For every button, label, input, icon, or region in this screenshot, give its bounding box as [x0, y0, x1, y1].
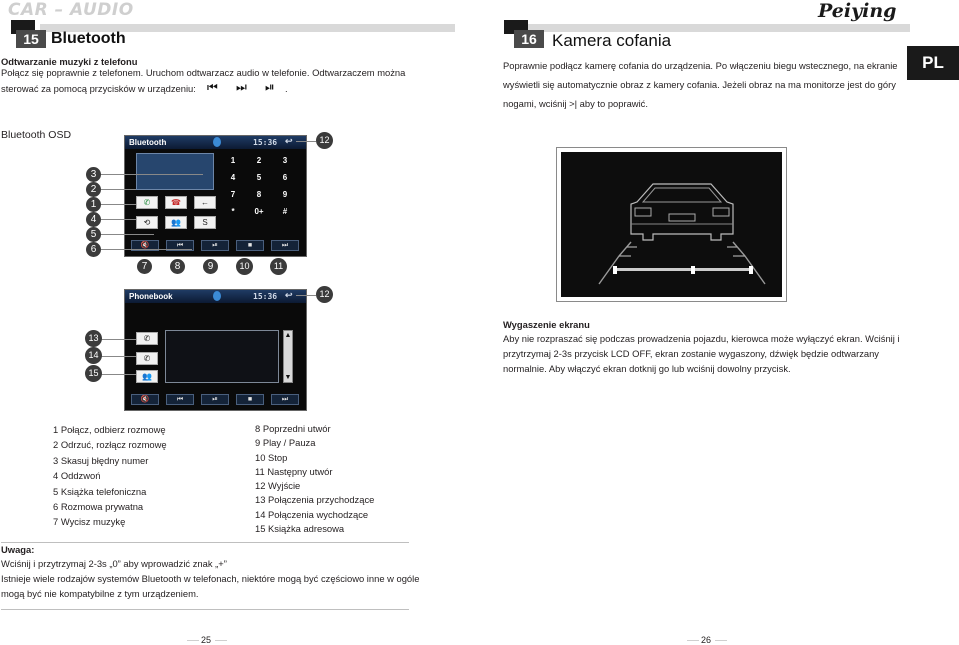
page-number-left: 25 [201, 635, 212, 645]
pb-stop-button[interactable]: ■ [236, 394, 264, 405]
pb-next-button[interactable]: ⏭ [271, 394, 299, 405]
key-3[interactable]: 3 [282, 156, 288, 165]
callout-11: 11 [270, 258, 287, 275]
music-period: . [285, 83, 288, 94]
rear-camera-image [561, 152, 782, 297]
phonebook-screen [124, 289, 307, 411]
legend-item-4: 4 Oddzwoń [53, 470, 101, 482]
note-title: Uwaga: [1, 544, 35, 555]
key-7[interactable]: 7 [230, 190, 236, 199]
music-subhead: Odtwarzanie muzyki z telefonu [1, 56, 138, 67]
hangup-button[interactable]: ☎ [165, 196, 187, 209]
scroll-down-icon[interactable]: ▼ [284, 374, 292, 381]
osd-label: Bluetooth OSD [1, 129, 72, 141]
bluetooth-indicator-icon [213, 137, 221, 147]
leader-line-15 [99, 374, 136, 375]
page-left-rule-b [215, 640, 227, 641]
key-9[interactable]: 9 [282, 190, 288, 199]
mute-button[interactable]: 🔇 [131, 240, 159, 251]
key-6[interactable]: 6 [282, 173, 288, 182]
callout-14: 14 [85, 347, 102, 364]
leader-line-6 [99, 249, 192, 250]
callout-6: 6 [86, 242, 101, 257]
phonebook-exit-icon[interactable]: ↩ [285, 290, 293, 300]
car-rear-view-illustration [561, 152, 782, 297]
section-15-number: 15 [16, 30, 46, 48]
legend-item-2: 2 Odrzuć, rozłącz rozmowę [53, 439, 167, 451]
key-8[interactable]: 8 [256, 190, 262, 199]
note-line-3: mogą być nie kompatybilne z tym urządzeniem. [1, 588, 199, 599]
callout-13: 13 [85, 330, 102, 347]
music-line-2: sterować za pomocą przycisków w urządzeniu: [1, 83, 196, 94]
next-track-icon: ⏭ [236, 80, 247, 94]
note-divider-bottom [1, 609, 409, 610]
leader-line-3 [99, 174, 203, 175]
legend-item-10: 10 Stop [255, 451, 288, 463]
legend-item-3: 3 Skasuj błędny numer [53, 454, 149, 466]
key-4[interactable]: 4 [230, 173, 236, 182]
camera-line-2: wyświetli się automatycznie obraz z kamery cofania. Jeżeli obraz na ma monitorze jest do góry [503, 79, 896, 90]
phonebook-screen-time: 15:36 [253, 292, 278, 301]
outgoing-calls-button[interactable]: ✆ [136, 352, 158, 365]
phonebook-list [165, 330, 279, 383]
prev-button[interactable]: ⏮ [166, 240, 194, 251]
play-pause-button[interactable]: ⏯ [201, 240, 229, 251]
scroll-up-icon[interactable]: ▲ [284, 332, 292, 339]
next-button[interactable]: ⏭ [271, 240, 299, 251]
legend-item-9: 9 Play / Pauza [255, 437, 316, 449]
callout-9: 9 [203, 259, 218, 274]
camera-line-1: Poprawnie podłącz kamerę cofania do urządzenia. Po włączeniu biegu wstecznego, na ekranie [503, 60, 898, 71]
leader-line-1 [99, 204, 136, 205]
legend-item-1: 1 Połącz, odbierz rozmowę [53, 424, 166, 435]
note-line-2: Istnieje wiele rodzajów systemów Bluetooth w telefonach, niektóre mogą być częściowo inne w ogóle [1, 573, 420, 584]
phonebook-screen-titlebar [125, 290, 306, 303]
key-1[interactable]: 1 [230, 156, 236, 165]
pb-play-pause-button[interactable]: ⏯ [201, 394, 229, 405]
keypad [223, 156, 303, 216]
bluetooth-screen-titlebar [125, 136, 306, 149]
incoming-calls-button[interactable]: ✆ [136, 332, 158, 345]
key-5[interactable]: 5 [256, 173, 262, 182]
legend-item-14: 14 Połączenia wychodzące [255, 508, 369, 520]
legend-right [255, 422, 374, 536]
key-0-plus[interactable]: 0+ [254, 207, 264, 216]
callout-2: 2 [86, 182, 101, 197]
legend-item-15: 15 Książka adresowa [255, 523, 345, 535]
stop-button[interactable]: ■ [236, 240, 264, 251]
page-right-rule-a [687, 640, 699, 641]
note-line-1: Wciśnij i przytrzymaj 2-3s „0” aby wprowadzić znak „+” [1, 558, 227, 569]
leader-line-12a [296, 141, 316, 142]
callout-10: 10 [236, 258, 253, 275]
callout-12-phonebook: 12 [316, 286, 333, 303]
legend-item-6: 6 Rozmowa prywatna [53, 501, 144, 513]
legend-item-7: 7 Wycisz muzykę [53, 516, 126, 528]
phonebook-button[interactable]: 👥 [165, 216, 187, 229]
screen-off-title: Wygaszenie ekranu [503, 319, 590, 330]
music-line-1: Połącz się poprawnie z telefonem. Uruchom odtwarzacz audio w telefonie. Odtwarzaczem można [1, 67, 406, 78]
phonebook-screen-title: Phonebook [129, 292, 173, 301]
leader-line-14 [99, 356, 136, 357]
screen-off-line-2: przytrzymaj 2-3s przycisk LCD OFF, ekran zostanie wygaszony, dźwięk będzie odtwarzany [503, 348, 879, 359]
legend-item-12: 12 Wyjście [255, 480, 301, 492]
rear-camera-frame [556, 147, 787, 302]
callout-5: 5 [86, 227, 101, 242]
address-book-button[interactable]: 👥 [136, 370, 158, 383]
phonebook-indicator-icon [213, 291, 221, 301]
callout-15: 15 [85, 365, 102, 382]
bluetooth-screen-title: Bluetooth [129, 138, 167, 147]
legend-item-5: 5 Książka telefoniczna [53, 485, 147, 497]
callout-3: 3 [86, 167, 101, 182]
section-16-title: Kamera cofania [552, 31, 672, 50]
callout-8: 8 [170, 259, 185, 274]
bluetooth-screen-time: 15:36 [253, 138, 278, 147]
prev-track-icon: ⏮ [207, 80, 218, 94]
section-15-title: Bluetooth [51, 30, 126, 47]
note-divider-top [1, 542, 409, 543]
page-left-rule-a [187, 640, 199, 641]
legend-item-13: 13 Połączenia przychodzące [255, 494, 375, 506]
page-number-right: 26 [701, 635, 712, 645]
phonebook-scrollbar[interactable] [283, 330, 293, 383]
backspace-button[interactable]: ← [194, 196, 216, 209]
legend-item-11: 11 Następny utwór [255, 465, 333, 477]
brand-title: CAR – AUDIO [8, 0, 134, 20]
legend-left [53, 422, 167, 530]
number-display [136, 153, 214, 190]
call-button[interactable]: ✆ [136, 196, 158, 209]
leader-line-2 [99, 189, 136, 190]
leader-line-13 [99, 339, 136, 340]
callout-7: 7 [137, 259, 152, 274]
key-hash[interactable]: # [282, 207, 288, 216]
bluetooth-screen [124, 135, 307, 257]
page-right-rule-b [715, 640, 727, 641]
phonebook-control-bar [131, 394, 299, 405]
screen-off-line-3: normalnie. Aby włączyć ekran dotknij go lub wciśnij dowolny przycisk. [503, 363, 791, 374]
pb-prev-button[interactable]: ⏮ [166, 394, 194, 405]
language-tab-pl: PL [907, 46, 959, 80]
play-pause-icon: ⏯ [265, 80, 275, 94]
leader-line-5 [99, 234, 154, 235]
camera-line-3: nogami, wciśnij >| aby to poprawić. [503, 98, 648, 109]
exit-icon[interactable]: ↩ [285, 136, 293, 146]
callout-4: 4 [86, 212, 101, 227]
leader-line-4 [99, 219, 136, 220]
brand-logo: Peiying [818, 0, 897, 22]
screen-off-line-1: Aby nie rozpraszać się podczas prowadzenia pojazdu, kierowca może wyłączyć ekran. Wciśnij i [503, 333, 900, 344]
pb-mute-button[interactable]: 🔇 [131, 394, 159, 405]
redial-button[interactable]: ⟲ [136, 216, 158, 229]
private-mode-button[interactable]: S [194, 216, 216, 229]
callout-12-bluetooth: 12 [316, 132, 333, 149]
section-16-number: 16 [514, 30, 544, 48]
leader-line-12b [296, 295, 316, 296]
key-star[interactable]: * [231, 207, 235, 216]
callout-1: 1 [86, 197, 101, 212]
legend-item-8: 8 Poprzedni utwór [255, 423, 331, 434]
key-2[interactable]: 2 [256, 156, 262, 165]
